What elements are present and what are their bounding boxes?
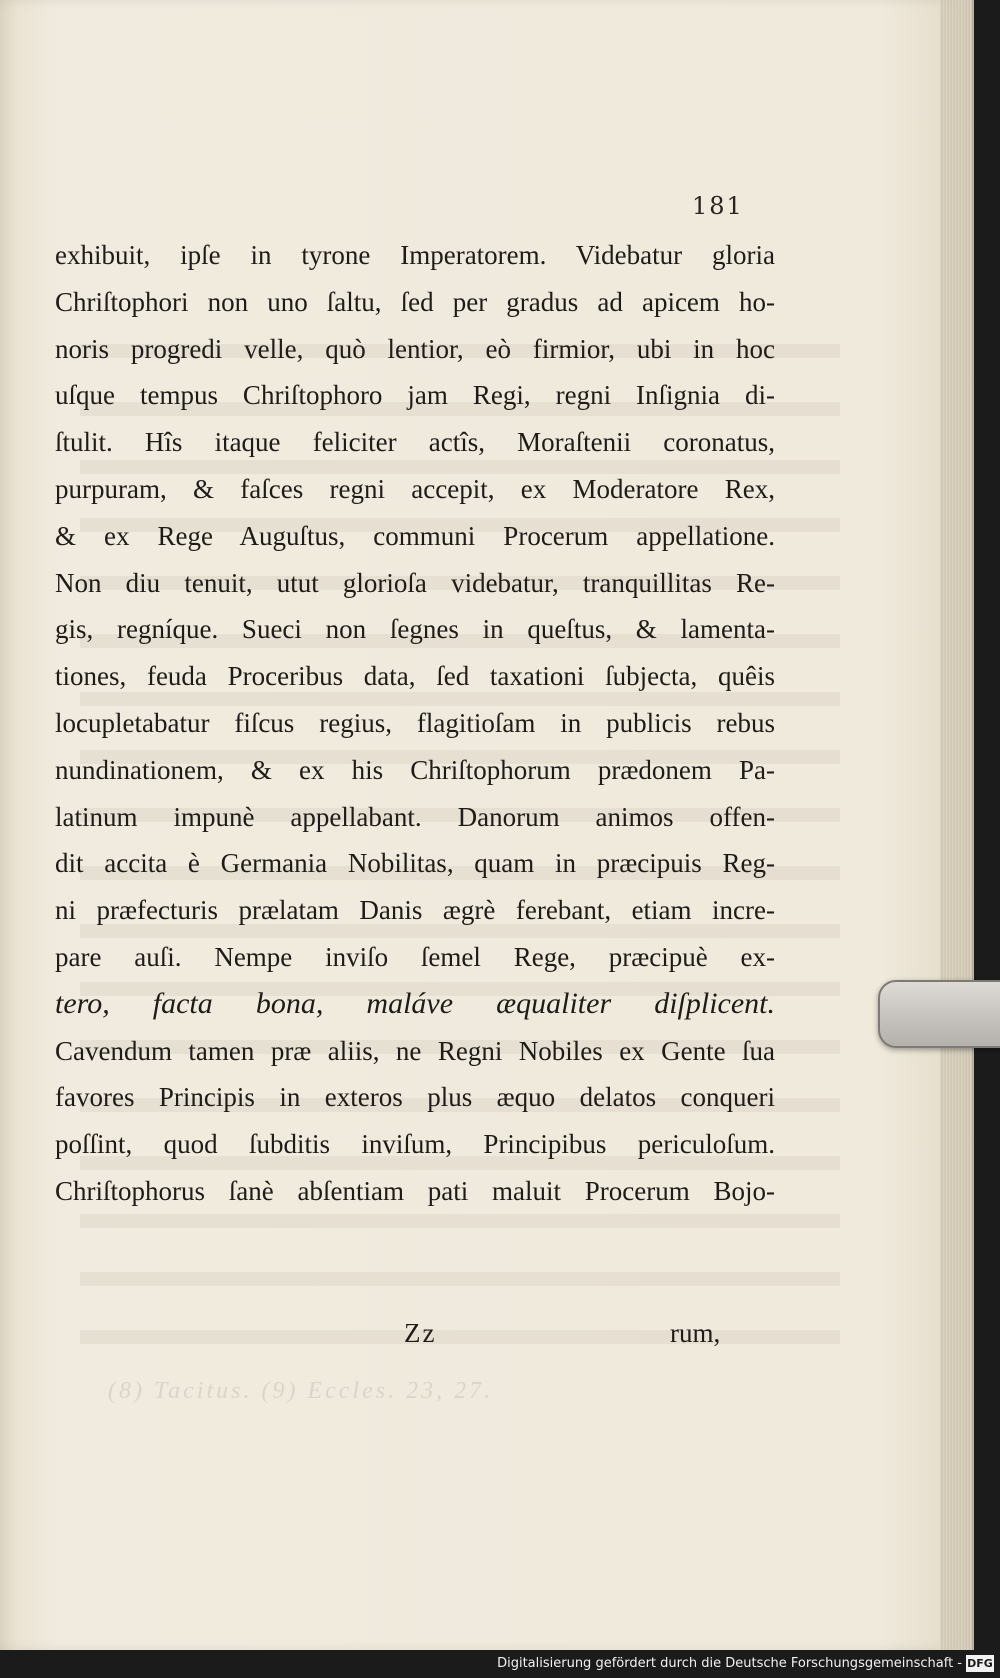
text-line: Chriſtophori non uno ſaltu, ſed per gradus ad apicem ho- (55, 286, 775, 317)
text-line: poſſint, quod ſubditis inviſum, Principibus periculoſum. (55, 1129, 775, 1160)
footer-bar (0, 1650, 1000, 1678)
bleed-through-footnote: (8) Tacitus. (9) Eccles. 23, 27. (108, 1378, 494, 1404)
text-line: gis, regníque. Sueci non ſegnes in queſtus, & lamenta- (55, 614, 775, 645)
bookmark-tab (878, 980, 1000, 1048)
page-bottom-marks (0, 1318, 972, 1358)
text-line: pare auſi. Nempe inviſo ſemel Rege, præcipuè ex- (55, 941, 775, 972)
text-line: tiones, feuda Proceribus data, ſed taxationi ſubjecta, quêis (55, 661, 775, 692)
text-line: Chriſtophorus ſanè abſentiam pati maluit Procerum Bojo- (55, 1175, 775, 1206)
catchword: rum, (670, 1318, 721, 1348)
text-line: dit accita è Germania Nobilitas, quam in præcipuis Reg- (55, 848, 775, 879)
text-line-italic: tero, facta bona, maláve æqualiter diſplicent. (55, 986, 775, 1020)
page-number: 181 (692, 192, 744, 220)
text-line: uſque tempus Chriſtophoro jam Regi, regni Inſignia di- (55, 380, 775, 411)
text-line: purpuram, & faſces regni accepit, ex Moderatore Rex, (55, 473, 775, 504)
digitization-notice: Digitalisierung gefördert durch die Deutsche Forschungsgemeinschaft - (497, 1656, 962, 1671)
text-line: latinum impunè appellabant. Danorum animos offen- (55, 801, 775, 832)
text-line: Non diu tenuit, utut glorioſa videbatur, tranquillitas Re- (55, 567, 775, 598)
text-line: noris progredi velle, quò lentior, eò firmior, ubi in hoc (55, 333, 775, 364)
dfg-logo-icon: DFG (967, 1657, 993, 1670)
text-line: exhibuit, ipſe in tyrone Imperatorem. Videbatur gloria (55, 240, 775, 270)
text-line: Cavendum tamen præ aliis, ne Regni Nobiles ex Gente ſua (55, 1035, 775, 1066)
page-edge (940, 0, 974, 1650)
text-line: locupletabatur fiſcus regius, flagitioſam in publicis rebus (55, 707, 775, 738)
signature-mark: Zz (404, 1318, 437, 1348)
text-line: ſtulit. Hîs itaque feliciter actîs, Moraſtenii coronatus, (55, 427, 775, 458)
text-line: nundinationem, & ex his Chriſtophorum prædonem Pa- (55, 754, 775, 785)
text-line: favores Principis in exteros plus æquo delatos conqueri (55, 1082, 775, 1113)
text-line: ni præfecturis prælatam Danis ægrè ferebant, etiam incre- (55, 895, 775, 926)
body-text (55, 232, 775, 1215)
text-line: & ex Rege Auguſtus, communi Procerum appellatione. (55, 520, 775, 551)
